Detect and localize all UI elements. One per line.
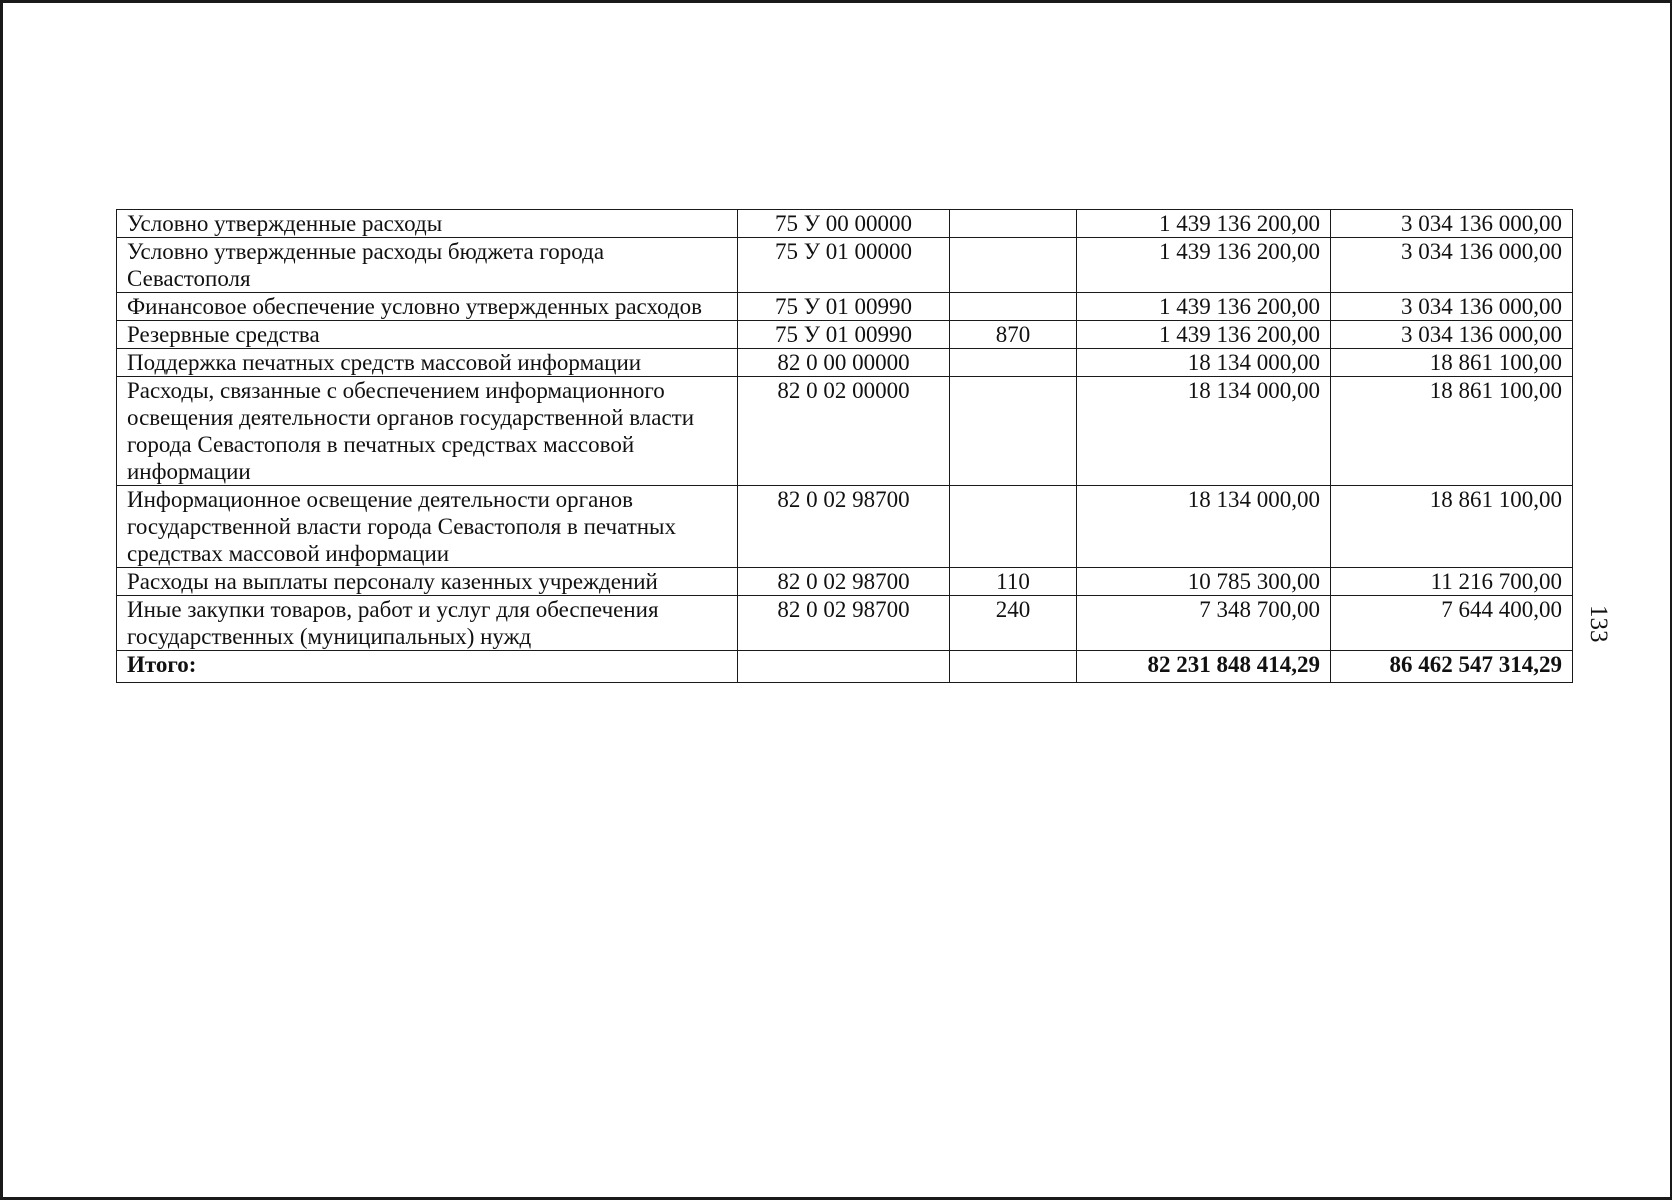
total-amount-year-2-cell: 86 462 547 314,29	[1331, 651, 1573, 683]
amount-year-1-cell: 18 134 000,00	[1077, 486, 1331, 568]
amount-year-2-cell: 7 644 400,00	[1331, 596, 1573, 651]
table-row	[117, 321, 1573, 349]
expense-type-code-cell: 110	[950, 568, 1077, 596]
amount-year-1-cell: 7 348 700,00	[1077, 596, 1331, 651]
expense-name-cell: Финансовое обеспечение условно утвержденных расходов	[117, 293, 738, 321]
expense-name-cell: Расходы на выплаты персоналу казенных учреждений	[117, 568, 738, 596]
expense-name-cell: Условно утвержденные расходы бюджета города Севастополя	[117, 238, 738, 293]
target-article-code-cell: 82 0 02 98700	[738, 596, 950, 651]
table-row	[117, 210, 1573, 238]
table-row	[117, 238, 1573, 293]
table-row	[117, 377, 1573, 486]
expense-type-code-cell	[950, 349, 1077, 377]
expense-name-cell: Расходы, связанные с обеспечением информационного освещения деятельности органов государственной власти города Севастополя в печатных средствах массовой информации	[117, 377, 738, 486]
target-article-code-cell: 82 0 02 00000	[738, 377, 950, 486]
expense-type-code-cell	[950, 377, 1077, 486]
total-amount-year-1-cell: 82 231 848 414,29	[1077, 651, 1331, 683]
expense-type-code-cell	[950, 651, 1077, 683]
amount-year-1-cell: 1 439 136 200,00	[1077, 210, 1331, 238]
expense-name-cell: Поддержка печатных средств массовой информации	[117, 349, 738, 377]
expense-type-code-cell	[950, 293, 1077, 321]
target-article-code-cell: 75 У 01 00990	[738, 321, 950, 349]
expense-type-code-cell	[950, 238, 1077, 293]
table-row	[117, 293, 1573, 321]
amount-year-2-cell: 18 861 100,00	[1331, 349, 1573, 377]
expense-name-cell: Иные закупки товаров, работ и услуг для обеспечения государственных (муниципальных) нужд	[117, 596, 738, 651]
amount-year-1-cell: 10 785 300,00	[1077, 568, 1331, 596]
target-article-code-cell: 82 0 02 98700	[738, 568, 950, 596]
budget-expenditure-table	[116, 209, 1573, 683]
amount-year-1-cell: 1 439 136 200,00	[1077, 238, 1331, 293]
total-row	[117, 651, 1573, 683]
target-article-code-cell	[738, 651, 950, 683]
amount-year-2-cell: 3 034 136 000,00	[1331, 293, 1573, 321]
expense-type-code-cell: 870	[950, 321, 1077, 349]
amount-year-1-cell: 1 439 136 200,00	[1077, 321, 1331, 349]
amount-year-1-cell: 1 439 136 200,00	[1077, 293, 1331, 321]
expense-type-code-cell: 240	[950, 596, 1077, 651]
page-number: 133	[1585, 605, 1612, 643]
expense-name-cell: Информационное освещение деятельности органов государственной власти города Севастополя в печатных средствах массовой информации	[117, 486, 738, 568]
expense-name-cell: Резервные средства	[117, 321, 738, 349]
target-article-code-cell: 75 У 00 00000	[738, 210, 950, 238]
amount-year-1-cell: 18 134 000,00	[1077, 349, 1331, 377]
expense-type-code-cell	[950, 210, 1077, 238]
amount-year-2-cell: 11 216 700,00	[1331, 568, 1573, 596]
expense-name-cell: Условно утвержденные расходы	[117, 210, 738, 238]
target-article-code-cell: 75 У 01 00990	[738, 293, 950, 321]
amount-year-2-cell: 3 034 136 000,00	[1331, 210, 1573, 238]
amount-year-1-cell: 18 134 000,00	[1077, 377, 1331, 486]
total-label-cell: Итого:	[117, 651, 738, 683]
target-article-code-cell: 82 0 02 98700	[738, 486, 950, 568]
table-row	[117, 486, 1573, 568]
table-row	[117, 349, 1573, 377]
table-row	[117, 596, 1573, 651]
target-article-code-cell: 82 0 00 00000	[738, 349, 950, 377]
amount-year-2-cell: 18 861 100,00	[1331, 377, 1573, 486]
table-row	[117, 568, 1573, 596]
amount-year-2-cell: 3 034 136 000,00	[1331, 238, 1573, 293]
amount-year-2-cell: 18 861 100,00	[1331, 486, 1573, 568]
target-article-code-cell: 75 У 01 00000	[738, 238, 950, 293]
expense-type-code-cell	[950, 486, 1077, 568]
amount-year-2-cell: 3 034 136 000,00	[1331, 321, 1573, 349]
